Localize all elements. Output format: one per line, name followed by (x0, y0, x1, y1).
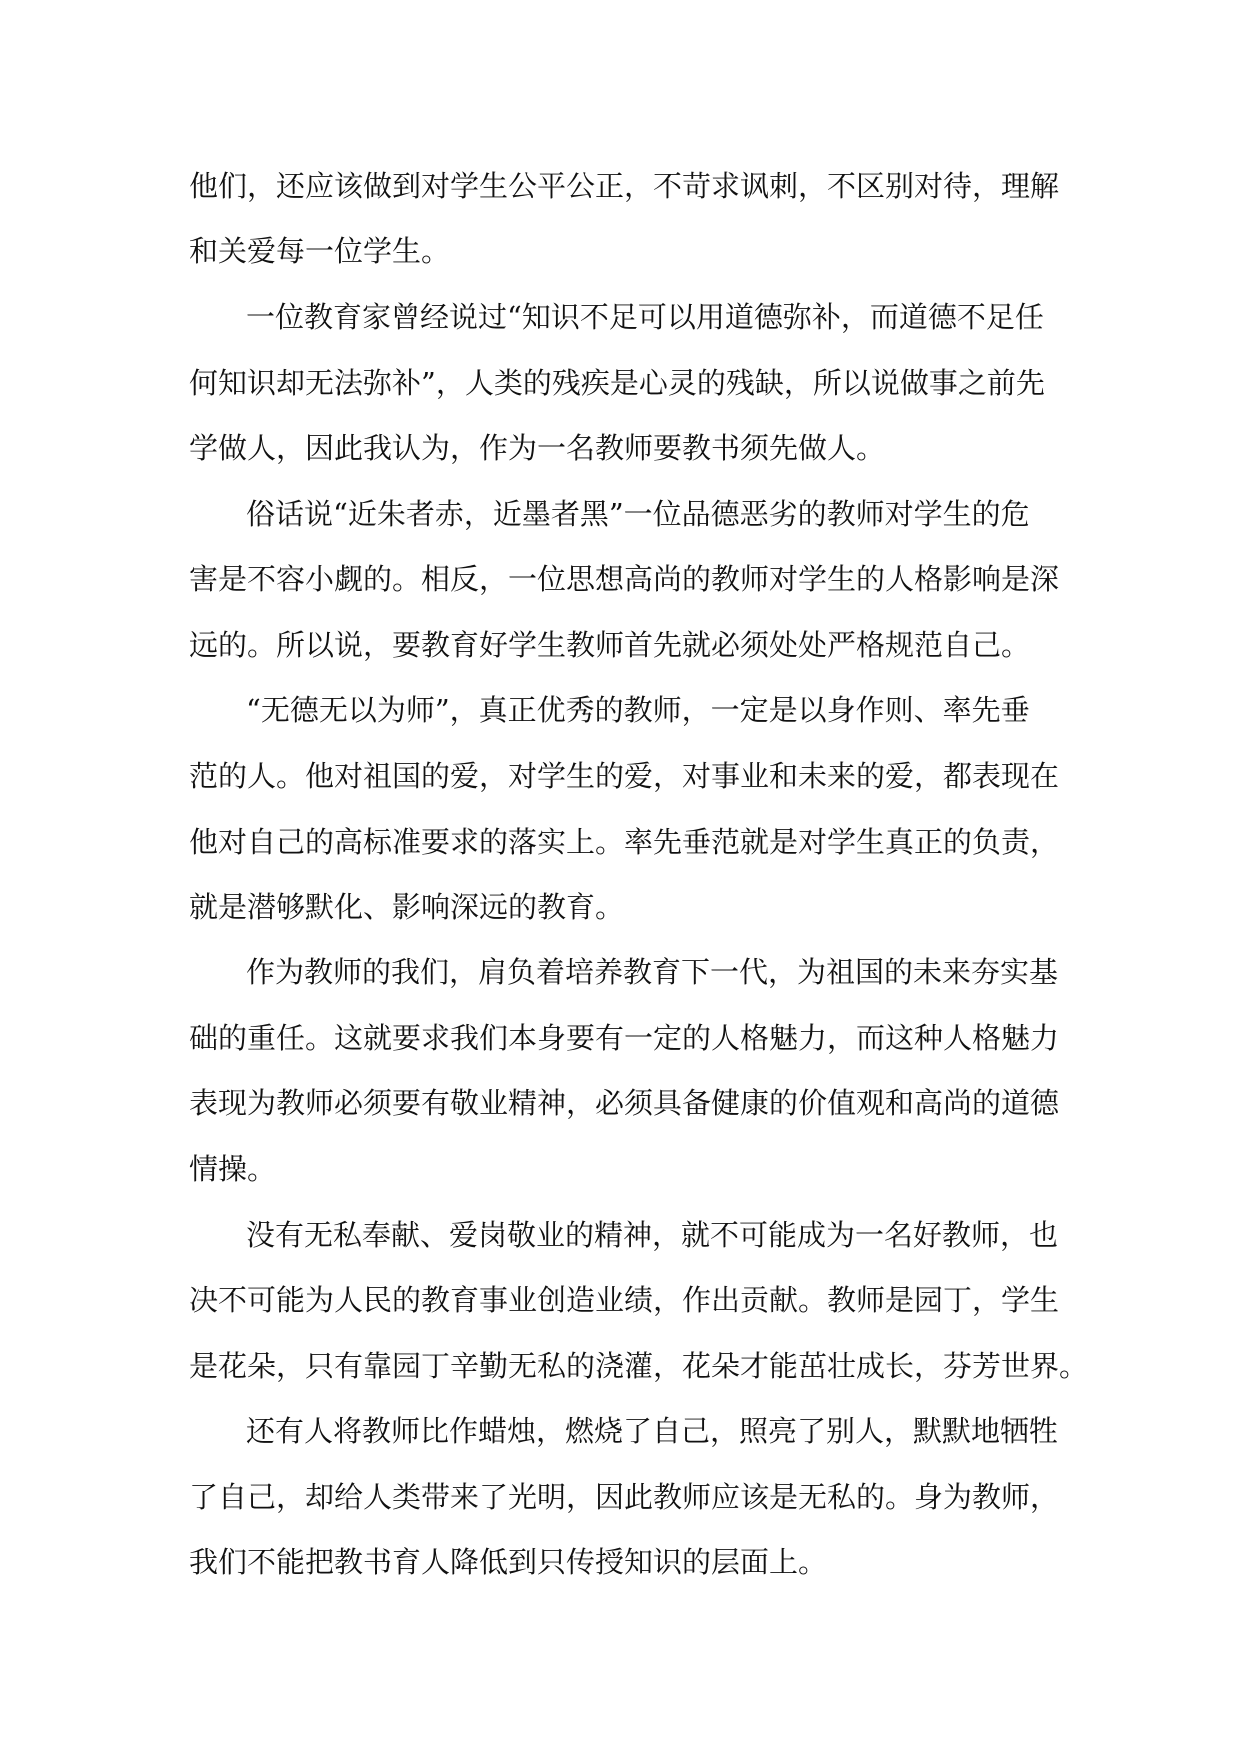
text-line: 表现为教师必须要有敬业精神，必须具备健康的价值观和高尚的道德 (189, 1086, 1060, 1120)
text-line: 我们不能把教书育人降低到只传授知识的层面上。 (189, 1545, 828, 1579)
paragraph-first-line: “无德无以为师”，真正优秀的教师，一定是以身作则、率先垂 (246, 693, 1030, 727)
text-line: 范的人。他对祖国的爱，对学生的爱，对事业和未来的爱，都表现在 (189, 759, 1060, 793)
text-line: 就是潜够默化、影响深远的教育。 (189, 890, 625, 924)
text-line: 情操。 (189, 1152, 277, 1186)
paragraph-first-line: 作为教师的我们，肩负着培养教育下一代，为祖国的未来夯实基 (246, 955, 1059, 989)
text-line: 是花朵，只有靠园丁辛勤无私的浇灌，花朵才能茁壮成长，芬芳世界。 (189, 1349, 1089, 1383)
paragraph-first-line: 没有无私奉献、爱岗敬业的精神，就不可能成为一名好教师，也 (246, 1218, 1059, 1252)
text-line: 学做人，因此我认为，作为一名教师要教书须先做人。 (189, 431, 886, 465)
text-line: 害是不容小觑的。相反，一位思想高尚的教师对学生的人格影响是深 (189, 562, 1060, 596)
paragraph-first-line: 俗话说“近朱者赤，近墨者黑”一位品德恶劣的教师对学生的危 (246, 497, 1030, 531)
paragraph-first-line: 还有人将教师比作蜡烛，燃烧了自己，照亮了别人，默默地牺牲 (246, 1414, 1059, 1448)
text-line: 了自己，却给人类带来了光明，因此教师应该是无私的。身为教师， (189, 1480, 1060, 1514)
text-line: 他对自己的高标准要求的落实上。率先垂范就是对学生真正的负责， (189, 825, 1060, 859)
text-line: 础的重任。这就要求我们本身要有一定的人格魅力，而这种人格魅力 (189, 1021, 1060, 1055)
text-line: 和关爱每一位学生。 (189, 234, 451, 268)
text-line: 远的。所以说，要教育好学生教师首先就必须处处严格规范自己。 (189, 628, 1031, 662)
text-line: 何知识却无法弥补”，人类的残疾是心灵的残缺，所以说做事之前先 (189, 366, 1045, 400)
text-line: 决不可能为人民的教育事业创造业绩，作出贡献。教师是园丁，学生 (189, 1283, 1060, 1317)
text-line: 他们，还应该做到对学生公平公正，不苛求讽刺，不区别对待，理解 (189, 169, 1060, 203)
paragraph-first-line: 一位教育家曾经说过“知识不足可以用道德弥补，而道德不足任 (246, 300, 1044, 334)
